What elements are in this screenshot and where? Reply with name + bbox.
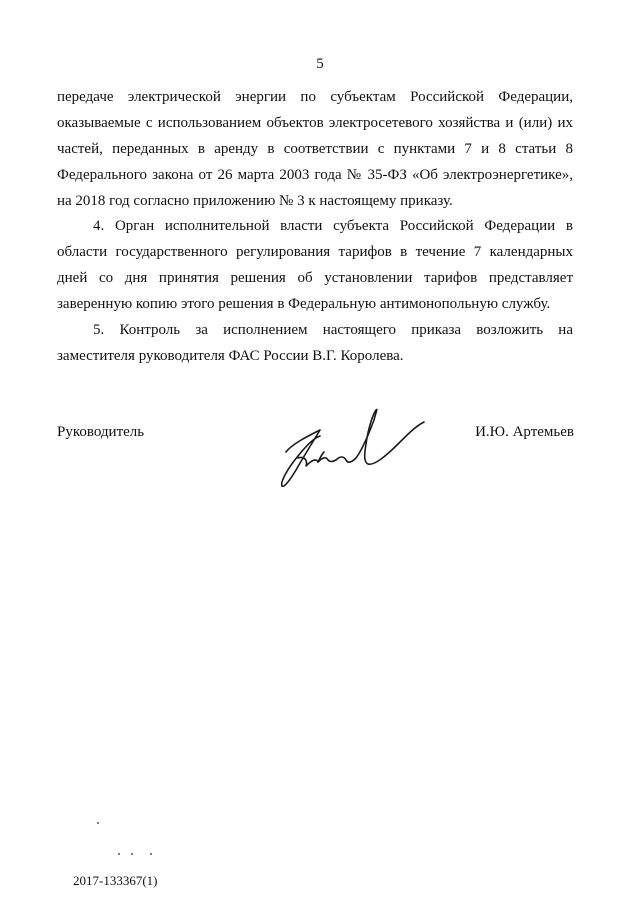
scan-speck (118, 853, 120, 855)
scan-speck (131, 853, 133, 855)
scan-speck (97, 822, 99, 824)
signer-name: И.Ю. Артемьев (475, 424, 574, 440)
paragraph-line: 4. Орган исполнительной власти субъекта Российской Федерации в (93, 218, 573, 234)
paragraph-line: 5. Контроль за исполнением настоящего приказа возложить на (93, 322, 573, 338)
paragraph-continuation (57, 84, 573, 214)
paragraph-line: Федерального закона от 26 марта 2003 года № 35-ФЗ «Об электроэнергетике», (57, 167, 573, 183)
paragraph-line: передаче электрической энергии по субъектам Российской Федерации, (57, 89, 573, 105)
paragraph-line: частей, переданных в аренду в соответствии с пунктами 7 и 8 статьи 8 (57, 141, 573, 157)
paragraph-line: области государственного регулирования тарифов в течение 7 календарных (57, 244, 573, 260)
paragraph-line: оказываемые с использованием объектов электросетевого хозяйства и (или) их (57, 115, 573, 131)
paragraph-5 (57, 317, 573, 369)
document-code: 2017-133367(1) (73, 873, 158, 888)
paragraph-line: на 2018 год согласно приложению № 3 к настоящему приказу. (57, 193, 453, 209)
page-number: 5 (316, 56, 324, 72)
paragraph-line: дней со дня принятия решения об установлении тарифов представляет (57, 270, 573, 286)
paragraph-line: заместителя руководителя ФАС России В.Г. Королева. (57, 348, 404, 364)
scan-speck (150, 853, 152, 855)
signer-title: Руководитель (57, 424, 145, 440)
handwritten-signature (278, 400, 426, 494)
paragraph-line: заверенную копию этого решения в Федеральную антимонопольную службу. (57, 296, 551, 312)
paragraph-4 (57, 213, 573, 317)
